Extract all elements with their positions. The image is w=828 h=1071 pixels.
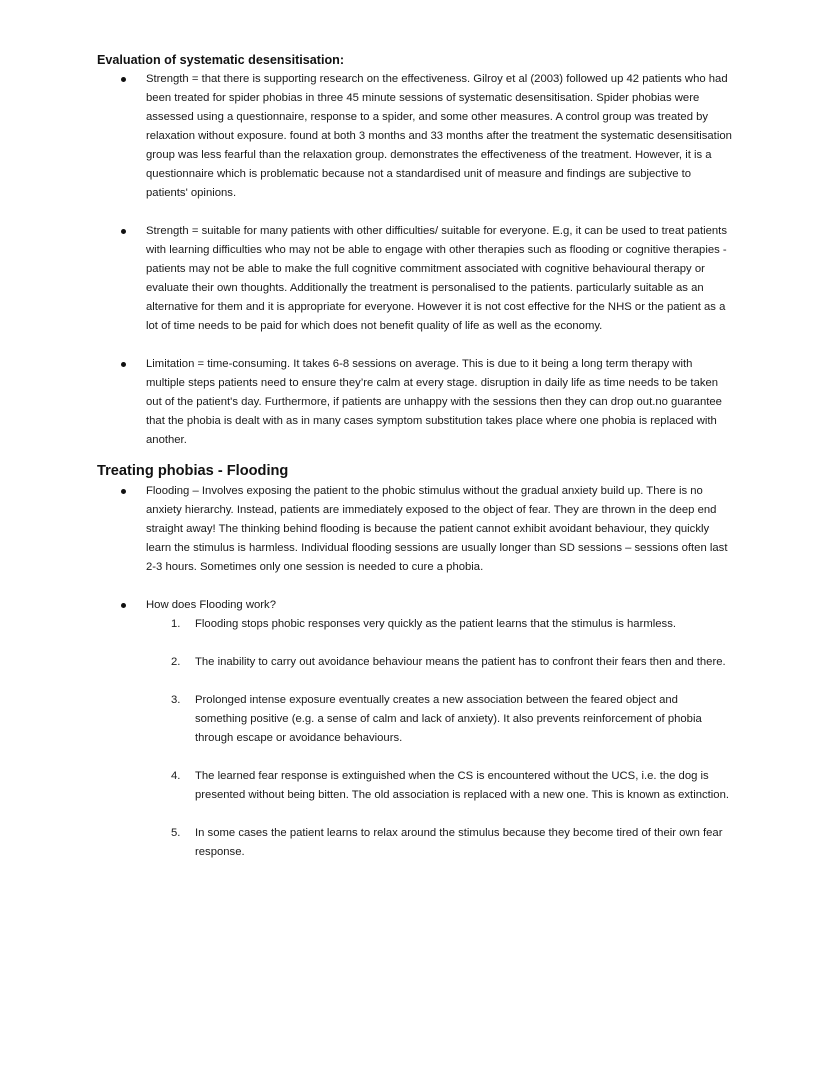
bullet-icon <box>121 229 126 234</box>
list-item <box>97 70 732 203</box>
bullet-icon <box>121 603 126 608</box>
step-number: 5. <box>171 827 181 839</box>
bullet-icon <box>121 77 126 82</box>
step-item <box>146 767 732 805</box>
step-item <box>146 691 732 748</box>
step-item <box>146 653 732 672</box>
section-heading-evaluation: Evaluation of systematic desensitisation: <box>97 53 345 67</box>
step-text: The learned fear response is extinguished when the CS is encountered without the UCS, i.e. the dog is presented without being bitten. The old association is replaced with a new one. This is known as extinction. <box>195 770 729 801</box>
evaluation-list <box>97 70 732 450</box>
step-item <box>146 824 732 862</box>
list-item-text: Strength = that there is supporting research on the effectiveness. Gilroy et al (2003) followed up 42 patients who had been treated for spider phobias in three 45 minute sessions of systematic desensitisation. Spider phobias were assessed using a questionnaire, response to a spider, and some other measures. A control group was treated by relaxation without exposure. found at both 3 months and 33 months after the treatment the systematic desensitisation group was less fearful than the relaxation group. demonstrates the effectiveness of the treatment. However, it is a questionnaire which is problematic because not a standardised unit of measure and findings are subjective to patients' opinions. <box>146 73 732 199</box>
step-text: Prolonged intense exposure eventually creates a new association between the feared object and something positive (e.g. a sense of calm and lack of anxiety). It also prevents reinforcement of phobia through escape or avoidance behaviours. <box>195 694 702 744</box>
step-text: Flooding stops phobic responses very quickly as the patient learns that the stimulus is harmless. <box>195 618 676 630</box>
section-heading-flooding: Treating phobias - Flooding <box>97 463 289 479</box>
list-item <box>97 355 732 450</box>
step-item <box>146 615 732 634</box>
list-item-text: Flooding – Involves exposing the patient to the phobic stimulus without the gradual anxiety build up. There is no anxiety hierarchy. Instead, patients are immediately exposed to the object of fear. They are thrown in the deep end straight away! The thinking behind flooding is because the patient cannot exhibit avoidant behaviour, they quickly learn the stimulus is harmless. Individual flooding sessions are usually longer than SD sessions – sessions often last 2-3 hours. Sometimes only one session is needed to cure a phobia. <box>146 485 728 573</box>
flooding-list <box>97 482 732 862</box>
step-number: 1. <box>171 618 181 630</box>
bullet-icon <box>121 362 126 367</box>
step-number: 3. <box>171 694 181 706</box>
list-item-text: Strength = suitable for many patients with other difficulties/ suitable for everyone. E.g, it can be used to treat patients with learning difficulties who may not be able to engage with other therapies such as flooding or cognitive therapies - patients may not be able to make the full cognitive commitment associated with cognitive behavioural therapy or evaluate their own thoughts. Additionally the treatment is personalised to the patients. particularly suitable as an alternative for them and it is appropriate for everyone. However it is not cost effective for the NHS or the patient as a lot of time needs to be paid for which does not benefit quality of life as well as the economy. <box>146 225 727 332</box>
list-item-text: Limitation = time-consuming. It takes 6-8 sessions on average. This is due to it being a long term therapy with multiple steps patients need to ensure they’re calm at every stage. disruption in daily life as time needs to be taken out of the patient's day. Furthermore, if patients are unhappy with the sessions then they can drop out.no guarantee that the phobia is dealt with as in many cases symptom substitution takes place where one phobia is replaced with another. <box>146 358 722 446</box>
list-item <box>97 596 732 862</box>
steps-list <box>146 615 732 862</box>
step-text: The inability to carry out avoidance behaviour means the patient has to confront their fears then and there. <box>195 656 726 668</box>
list-item <box>97 482 732 577</box>
step-number: 4. <box>171 770 181 782</box>
step-text: In some cases the patient learns to relax around the stimulus because they become tired of their own fear response. <box>195 827 723 858</box>
list-item <box>97 222 732 336</box>
list-item-text: How does Flooding work? <box>146 599 276 611</box>
step-number: 2. <box>171 656 181 668</box>
bullet-icon <box>121 489 126 494</box>
